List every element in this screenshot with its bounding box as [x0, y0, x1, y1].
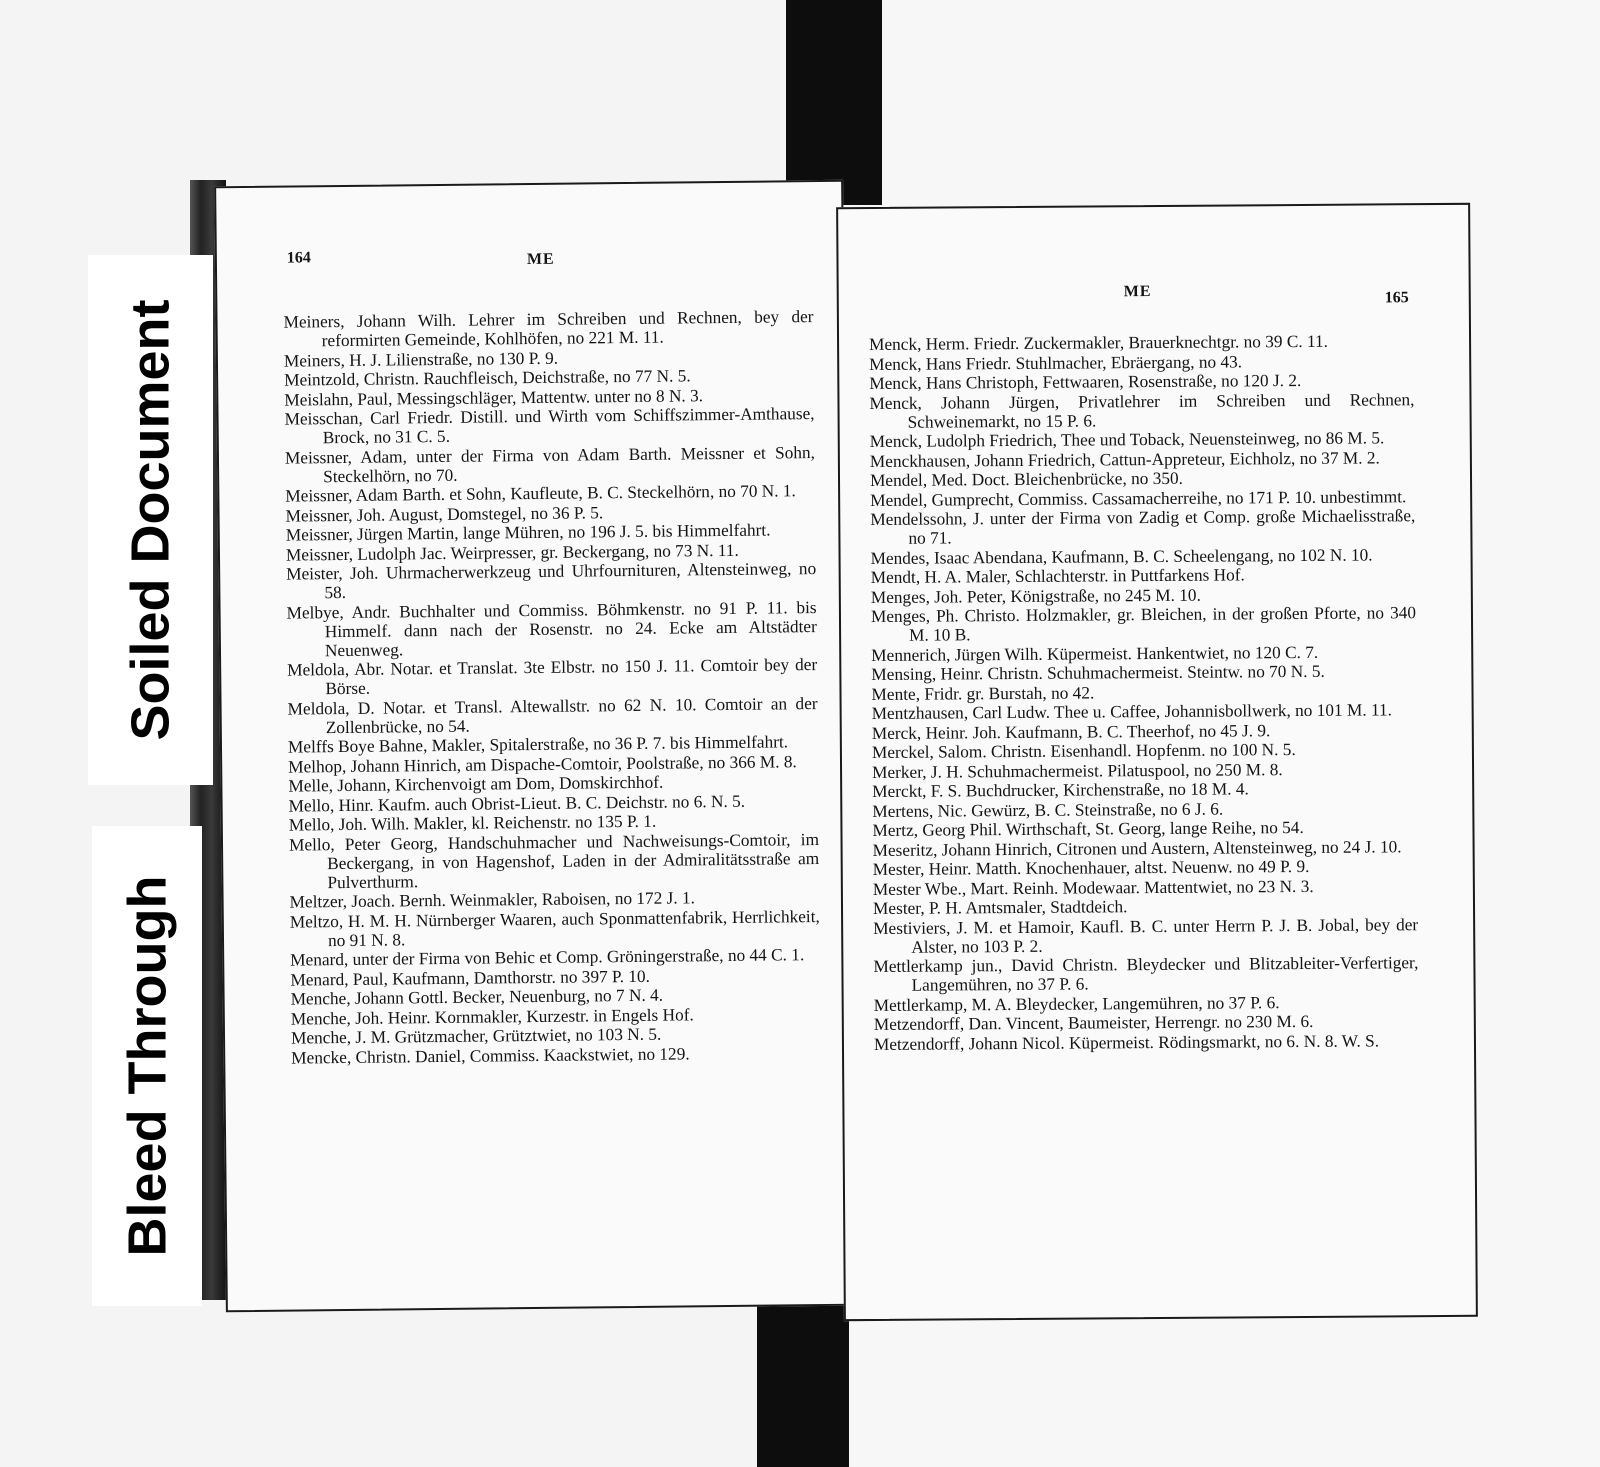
directory-entry: Mencke, Christn. Daniel, Commiss. Kaackstwiet, no 129. [291, 1043, 690, 1068]
page-running-head: ME [526, 250, 555, 269]
directory-entry: Meislahn, Paul, Messingschläger, Mattentw. unter no 8 N. 3. [284, 385, 704, 410]
directory-entry: Mendelssohn, J. unter der Firma von Zadig et Comp. große Michaelisstraße, no 71. [870, 506, 1416, 548]
directory-entry: Meissner, Ludolph Jac. Weirpresser, gr. Beckergang, no 73 N. 11. [285, 540, 739, 565]
soiled-document-text: Soiled Document [120, 299, 181, 741]
directory-entry: Menche, Joh. Heinr. Kornmakler, Kurzestr. in Engels Hof. [290, 1004, 694, 1029]
directory-entry: Menckhausen, Johann Friedrich, Cattun-Appreteur, Eichholz, no 37 M. 2. [869, 447, 1380, 471]
directory-entry: Menck, Hans Christoph, Fettwaaren, Rosenstraße, no 120 J. 2. [869, 370, 1302, 393]
directory-entry: Merckel, Salom. Christn. Eisenhandl. Hopfenm. no 100 N. 5. [871, 740, 1296, 762]
directory-entry: Mendes, Isaac Abendana, Kaufmann, B. C. Scheelengang, no 102 N. 10. [870, 544, 1373, 568]
directory-entry: Meissner, Adam, unter der Firma von Adam Barth. Meissner et Sohn, Steckelhörn, no 70. [284, 442, 816, 486]
directory-entry: Mester, Heinr. Matth. Knochenhauer, altst. Neuenw. no 49 P. 9. [872, 856, 1310, 879]
directory-entry: Melbye, Andr. Buchhalter und Commiss. Böhmkenstr. no 91 P. 11. bis Himmelf. dann nach der Rosenstr. no 24. Ecke am Altstädter Neuenweg. [286, 597, 817, 660]
directory-entry: Mendel, Gumprecht, Commiss. Cassamacherreihe, no 171 P. 10. unbestimmt. [870, 486, 1407, 510]
page-running-head: ME [1123, 283, 1152, 301]
left-page [214, 180, 855, 1313]
directory-entry: Menges, Ph. Christo. Holzmakler, gr. Bleichen, in der großen Pforte, no 340 M. 10 B. [870, 603, 1417, 645]
directory-entry: Mennerich, Jürgen Wilh. Küpermeist. Hankentwiet, no 120 C. 7. [871, 642, 1319, 665]
directory-entry: Mello, Hinr. Kaufm. auch Obrist-Lieut. B. C. Deichstr. no 6. N. 5. [288, 791, 746, 816]
directory-entry: Metzendorff, Johann Nicol. Küpermeist. Rödingsmarkt, no 6. N. 8. W. S. [873, 1030, 1380, 1054]
directory-entry: Mester Wbe., Mart. Reinh. Modewaar. Mattentwiet, no 23 N. 3. [872, 876, 1314, 899]
directory-entry: Meister, Joh. Uhrmacherwerkzeug und Uhrfournituren, Altensteinweg, no 58. [286, 559, 817, 603]
directory-entry: Meltzo, H. M. H. Nürnberger Waaren, auch Sponmattenfabrik, Herrlichkeit, no 91 N. 8. [289, 906, 820, 950]
directory-entry: Mendel, Med. Doct. Bleichenbrücke, no 350. [869, 468, 1183, 490]
directory-entry: Mello, Joh. Wilh. Makler, kl. Reichenstr. no 135 P. 1. [288, 811, 657, 835]
directory-entry: Mendt, H. A. Maler, Schlachterstr. in Puttfarkens Hof. [870, 565, 1245, 587]
directory-entry: Menard, Paul, Kaufmann, Damthorstr. no 397 P. 10. [290, 966, 651, 990]
directory-entry: Mester, P. H. Amtsmaler, Stadtdeich. [872, 897, 1128, 918]
directory-entry: Meiners, H. J. Lilienstraße, no 130 P. 9. [283, 348, 559, 371]
directory-entry: Mensing, Heinr. Christn. Schuhmachermeist. Steintw. no 70 N. 5. [871, 661, 1325, 684]
directory-entry: Merck, Heinr. Joh. Kaufmann, B. C. Theerhof, no 45 J. 9. [871, 720, 1271, 743]
directory-entry: Menche, Johann Gottl. Becker, Neuenburg, no 7 N. 4. [290, 985, 664, 1009]
directory-entry: Mentzhausen, Carl Ludw. Thee u. Caffee, Johannisbollwerk, no 101 M. 11. [871, 700, 1392, 723]
directory-entry: Merckt, F. S. Buchdrucker, Kirchenstraße, no 18 M. 4. [872, 779, 1249, 801]
binding-bar-top [786, 0, 882, 205]
directory-entry: Mello, Peter Georg, Handschuhmacher und Nachweisungs-Comtoir, im Beckergang, in von Hagenshof, Laden in der Admiralitätsstraße am Pulverthurm. [288, 829, 820, 892]
bleed-through-label [92, 826, 202, 1306]
directory-entry: Menard, unter der Firma von Behic et Comp. Gröningerstraße, no 44 C. 1. [290, 945, 805, 970]
directory-entry: Meldola, D. Notar. et Transl. Altewallstr. no 62 N. 10. Comtoir an der Zollenbrücke, no 54. [287, 693, 818, 737]
directory-entry: Melhop, Johann Hinrich, am Dispache-Comtoir, Poolstraße, no 366 M. 8. [288, 751, 797, 777]
directory-entry: Melle, Johann, Kirchenvoigt am Dom, Domskirchhof. [288, 772, 664, 796]
directory-entry: Meissner, Joh. August, Domstegel, no 36 P. 5. [285, 502, 604, 526]
directory-entry: Melffs Boye Bahne, Makler, Spitalerstraße, no 36 P. 7. bis Himmelfahrt. [287, 732, 789, 757]
directory-entry: Meldola, Abr. Notar. et Translat. 3te Elbstr. no 150 J. 11. Comtoir bey der Börse. [287, 655, 818, 699]
directory-entry: Mente, Fridr. gr. Burstah, no 42. [871, 682, 1095, 704]
binding-bar-bottom [757, 1296, 849, 1467]
directory-entry: Mestiviers, J. M. et Hamoir, Kaufl. B. C. unter Herrn P. J. B. Jobal, bey der Alster, no 103 P. 2. [873, 914, 1419, 957]
entry-list [283, 307, 821, 1068]
bleed-through-text: Bleed Through [117, 875, 178, 1257]
directory-entry: Metzendorff, Dan. Vincent, Baumeister, Herrengr. no 230 M. 6. [873, 1011, 1314, 1034]
directory-entry: Mertens, Nic. Gewürz, B. C. Steinstraße, no 6 J. 6. [872, 799, 1224, 821]
directory-entry: Menche, J. M. Grützmacher, Grütztwiet, no 103 N. 5. [290, 1024, 662, 1048]
directory-entry: Meissner, Jürgen Martin, lange Mühren, no 196 J. 5. bis Himmelfahrt. [285, 520, 771, 545]
directory-entry: Meisschan, Carl Friedr. Distill. und Wirth vom Schiffszimmer-Amthause, Brock, no 31 C. 5. [284, 404, 815, 448]
directory-entry: Meiners, Johann Wilh. Lehrer im Schreiben und Rechnen, bey der reformirten Gemeinde, Kohlhöfen, no 221 M. 11. [283, 307, 814, 351]
directory-entry: Menck, Ludolph Friedrich, Thee und Toback, Neuensteinweg, no 86 M. 5. [869, 428, 1385, 451]
directory-entry: Menges, Joh. Peter, Königstraße, no 245 M. 10. [870, 585, 1201, 607]
right-page [836, 203, 1478, 1321]
directory-entry: Mertz, Georg Phil. Wirthschaft, St. Georg, lange Reihe, no 54. [872, 817, 1304, 840]
directory-entry: Mettlerkamp jun., David Christn. Bleydecker und Blitzableiter-Verfertiger, Langemühren, no 37 P. 6. [873, 953, 1419, 995]
directory-entry: Menck, Herm. Friedr. Zuckermakler, Brauerknechtgr. no 39 C. 11. [869, 331, 1329, 354]
directory-entry: Meltzer, Joach. Bernh. Weinmakler, Raboisen, no 172 J. 1. [289, 888, 696, 912]
directory-entry: Meissner, Adam Barth. et Sohn, Kaufleute, B. C. Steckelhörn, no 70 N. 1. [285, 481, 796, 506]
page-number: 164 [286, 249, 311, 267]
entry-list [869, 331, 1419, 1054]
directory-entry: Meintzold, Christn. Rauchfleisch, Deichstraße, no 77 N. 5. [284, 366, 691, 390]
directory-entry: Menck, Hans Friedr. Stuhlmacher, Ebräergang, no 43. [869, 351, 1243, 374]
page-number: 165 [1384, 289, 1409, 307]
soiled-document-label [88, 255, 213, 785]
directory-entry: Menck, Johann Jürgen, Privatlehrer im Schreiben und Rechnen, Schweinemarkt, no 15 P. 6. [869, 389, 1415, 432]
directory-entry: Mettlerkamp, M. A. Bleydecker, Langemühren, no 37 P. 6. [873, 992, 1280, 1015]
directory-entry: Merker, J. H. Schuhmachermeist. Pilatuspool, no 250 M. 8. [871, 759, 1283, 782]
directory-entry: Meseritz, Johann Hinrich, Citronen und Austern, Altensteinweg, no 24 J. 10. [872, 836, 1402, 860]
